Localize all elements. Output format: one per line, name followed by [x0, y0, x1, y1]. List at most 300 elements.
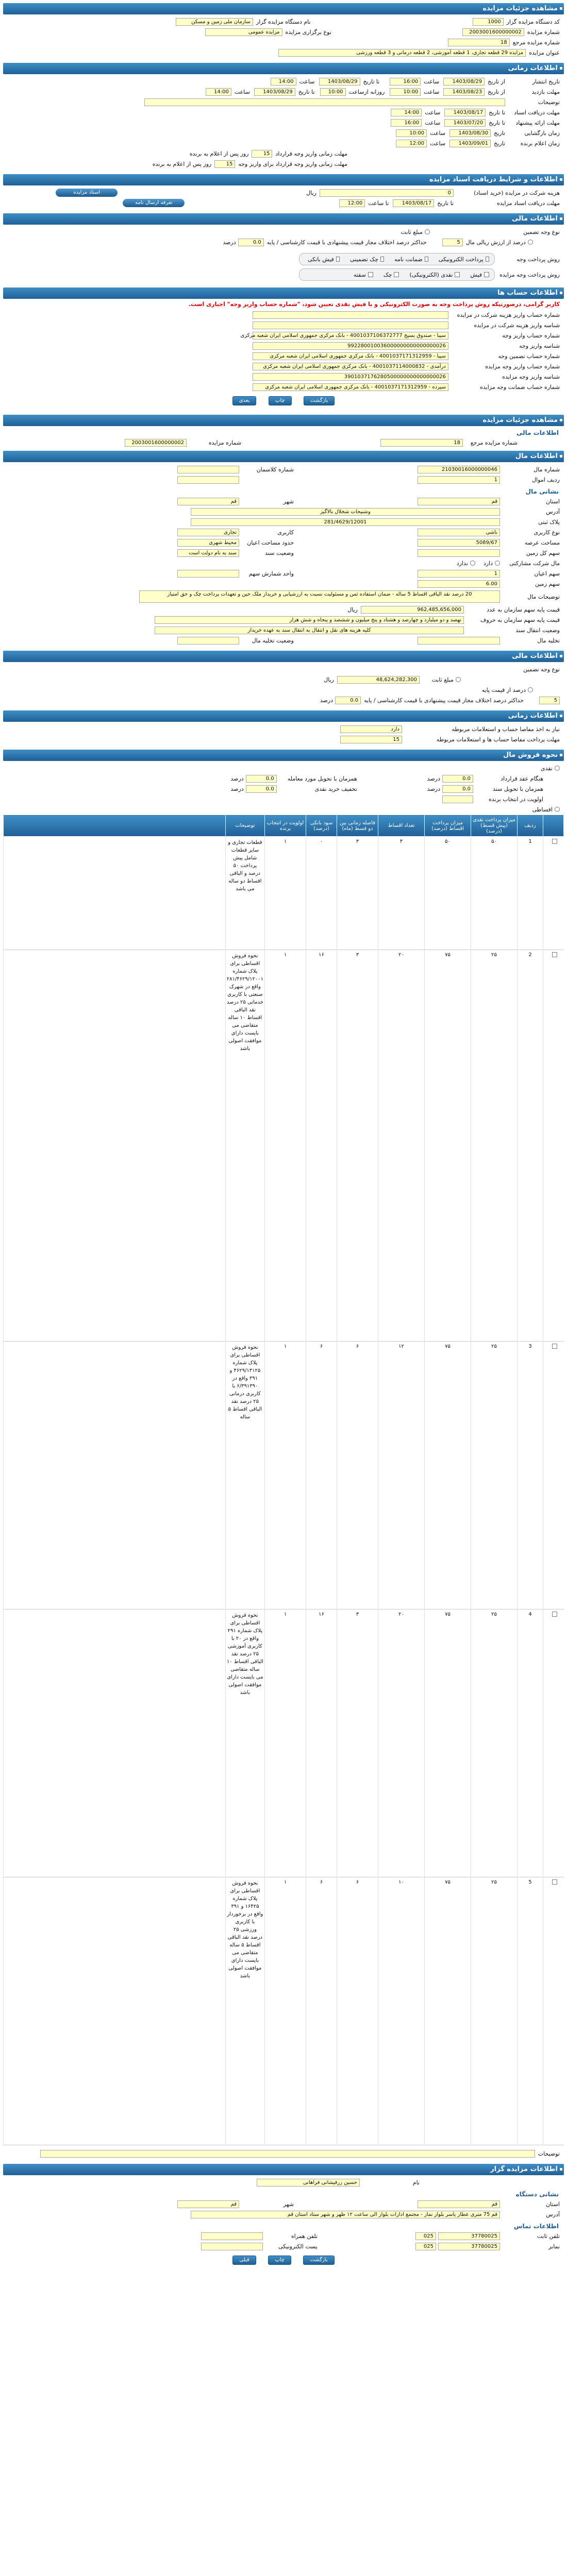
- org-name-field: سازمان ملی زمین و مسکن: [176, 18, 253, 26]
- own2-radio[interactable]: [470, 561, 475, 566]
- c1-label: هنگام عقد قرارداد: [501, 775, 543, 782]
- row-select-check[interactable]: [552, 1612, 557, 1617]
- table-row: [4, 1342, 564, 1609]
- col-cash: میزان پرداخت نقدی (پیش قسط) (درصد): [471, 815, 518, 837]
- email-field: [201, 2243, 263, 2250]
- mobile-field: [201, 2232, 263, 2240]
- cell-cash-pct: ۲۵: [471, 950, 518, 1342]
- tel-field: 37780025: [438, 2232, 500, 2240]
- method-slip-check[interactable]: [484, 272, 489, 277]
- col-spacer: [4, 815, 226, 837]
- price-field: 962,485,656,000: [361, 606, 464, 614]
- back-button[interactable]: بازگشت: [304, 396, 335, 405]
- visit-to-time: 14:00: [206, 88, 231, 96]
- cell-select[interactable]: [543, 1609, 564, 1877]
- to-date-label: تا تاریخ: [298, 88, 315, 95]
- cell-spacer: [4, 837, 226, 950]
- from-date-label: از تاریخ: [488, 78, 505, 85]
- cell-inst-count: ۴: [378, 837, 425, 950]
- count-label: سهم زمین: [535, 580, 560, 587]
- cell-inst-pct: ۷۵: [425, 950, 471, 1342]
- fixed-label-2: مبلغ ثابت: [431, 676, 454, 683]
- diff-field: 0.0: [335, 697, 361, 704]
- pay-guarantee-label: ضمانت نامه: [394, 256, 423, 263]
- col-select: [543, 815, 564, 837]
- visit-label: مهلت بازدید: [531, 88, 560, 95]
- cell-cash-pct: ۵۰: [471, 837, 518, 950]
- auction-pay-label: روش پرداخت وجه مزایده: [499, 271, 560, 278]
- addr-label: آدرس: [546, 508, 560, 515]
- a2-field: [253, 321, 448, 329]
- table-row: [4, 1609, 564, 1877]
- share-field: [418, 549, 500, 557]
- fax-label: نمابر: [548, 2243, 560, 2250]
- auction-title-field: مزایده 29 قطعه تجاری، 1 قطعه آموزشی، 2 قطعه درمانی و 3 قطعه ورزشی: [278, 49, 526, 57]
- cash-label: نقدی: [540, 765, 553, 772]
- a8-field: سپرده - 4001037171312959 - بانک مرکزی جمهوری اسلامی ایران شعبه مرکزی: [253, 383, 448, 391]
- diff-label: حداکثر درصد اختلاف مجاز قیمت پیشنهادی با قیمت کارشناسی / پایه: [364, 697, 524, 704]
- cell-interest: ۶: [306, 1342, 337, 1609]
- cell-inst-pct: ۷۵: [425, 1342, 471, 1609]
- accounts-note: کاربر گرامی، درصورتیکه روش پرداخت وجه به صورت الکترونیکی و یا فیش نقدی تعیین شود، "شماره حساب واریز وجه" اجباری است.: [188, 301, 560, 308]
- time-label-2: ساعت: [299, 78, 315, 85]
- no-label-2: شماره مزایده: [208, 439, 241, 446]
- offer-deadline-label: مهلت ارائه پیشنهاد: [515, 119, 560, 126]
- time-label: ساعت: [424, 88, 440, 95]
- daily-label: روزانه ازساعت: [348, 88, 385, 95]
- cell-row-no: 1: [518, 837, 543, 950]
- amount-unit: ریال: [324, 676, 334, 683]
- publish-from-date: 1403/08/29: [443, 78, 485, 86]
- installments-table: [3, 815, 564, 2145]
- date-label: تاریخ: [494, 140, 505, 147]
- pay-guarantee-check[interactable]: [425, 257, 428, 262]
- ag-addr-label: آدرس: [546, 2211, 560, 2218]
- pay-electronic-label: پرداخت الکترونیکی: [438, 256, 483, 263]
- date-label: تاریخ: [494, 129, 505, 137]
- a8-label: شماره حساب ضمانت وجه مزایده: [480, 383, 560, 391]
- a5-field: سیبا - 4001037171312959 - بانک مرکزی جمهوری اسلامی ایران شعبه مرکزی: [253, 352, 448, 360]
- section-header-accounts: اطلاعات حساب ها: [3, 287, 564, 299]
- cell-desc: نحوه فروش اقساطی برای پلاک شماره ۲۸۱/۴۶۲۹/۱۲۰۰۱ واقع در شهرک صنعتی با کاربری خدماتی ۲۵ درصد نقد الباقی اقساط ۱۰ ساله متقاضی می بایست دارای موافقت اصولی باشد: [225, 950, 264, 1342]
- cell-row-no: 4: [518, 1609, 543, 1877]
- pct-label-2: درصد از قیمت پایه: [481, 686, 526, 693]
- own-radio[interactable]: [495, 561, 500, 566]
- cell-inst-pct: ۵۰: [425, 837, 471, 950]
- tel-code-field: 025: [415, 2232, 436, 2240]
- cls-field: [177, 466, 239, 473]
- publish-to-time: 14:00: [271, 78, 296, 86]
- org-name-label: نام دستگاه مزایده گزار: [256, 18, 311, 25]
- cond-field: کلیه هزینه های نقل و انتقال به انتقال سند به عهده خریدار: [155, 626, 464, 634]
- to-date-label: تا تاریخ: [363, 78, 380, 85]
- timing-desc-field: [144, 98, 505, 106]
- pct-radio-2[interactable]: [528, 687, 533, 692]
- c1-unit: درصد: [427, 775, 440, 782]
- winner-date: 1403/09/01: [449, 140, 491, 147]
- dl-to-label: تا تاریخ: [437, 199, 454, 207]
- fax-code-field: 025: [415, 2243, 436, 2250]
- section-header-auctioneer: اطلاعات مزایده گزار: [3, 2164, 564, 2175]
- c4-label: تخفیف خرید نقدی: [314, 785, 357, 792]
- cond-label: وضعیت انتقال سند: [515, 626, 560, 634]
- doc-deadline-date: 1403/08/17: [444, 109, 486, 116]
- visit-to-date: 1403/08/29: [254, 88, 295, 96]
- unit-label: واحد شمارش سهم: [248, 570, 294, 577]
- c5-label: اولویت در انتخاب برنده: [489, 795, 543, 803]
- auction-type-field: مزایده عمومی: [205, 28, 282, 36]
- inst-label: اقساطی: [532, 806, 553, 813]
- cell-interest: ۶: [306, 1877, 337, 2145]
- c3-unit: درصد: [427, 785, 440, 792]
- fixed-label: مبلغ ثابت: [401, 228, 423, 235]
- ag-name-label: نام: [412, 2179, 420, 2186]
- cell-select[interactable]: [543, 837, 564, 950]
- own-label: دارد: [483, 560, 493, 567]
- c1-field: 0.0: [442, 775, 473, 783]
- units-field: 1: [418, 570, 500, 578]
- share-label: سهم کل زمین: [526, 549, 560, 556]
- share2-field: سند به نام دولت است: [177, 549, 239, 557]
- min-unit: درصد: [223, 239, 236, 246]
- cell-cash-pct: ۲۵: [471, 1342, 518, 1609]
- c5-field: [442, 795, 473, 803]
- publish-from-time: 16:00: [390, 78, 421, 86]
- prov-field: قم: [418, 498, 500, 505]
- time-label: ساعت: [430, 129, 446, 137]
- print-button[interactable]: چاپ: [269, 396, 292, 405]
- col-interest: سود بانکی (درصد): [306, 815, 337, 837]
- price-txt-field: نهصد و دو میلیارد و چهارصد و هشتاد و پنج میلیون و ششصد و پنجاه و شش هزار: [155, 616, 464, 624]
- ded-label-2: نوع وجه تضمین: [523, 666, 560, 673]
- publish-to-date: 1403/08/29: [319, 78, 360, 86]
- cash-radio[interactable]: [555, 766, 560, 771]
- fixed-radio[interactable]: [425, 229, 430, 234]
- cell-inst-count: ۱۲: [378, 1342, 425, 1609]
- c3-label: همزمان با تحویل سند: [492, 785, 543, 792]
- price-txt-label: قیمت پایه سهم سازمان به حروف: [480, 616, 560, 623]
- dl-time: 12:00: [339, 199, 365, 207]
- time-label: ساعت: [425, 119, 441, 126]
- prev-button[interactable]: قبلی: [232, 2256, 256, 2265]
- auction-title-label: عنوان مزایده: [529, 49, 560, 56]
- section-header-property: اطلاعات مال: [3, 451, 564, 462]
- desc-label: توضیحات مال: [527, 593, 560, 600]
- row-label: ردیف اموال: [532, 476, 560, 483]
- col-count: تعداد اقساط: [378, 815, 425, 837]
- pay-cheque-check[interactable]: [380, 257, 384, 262]
- time-label: ساعت: [424, 78, 440, 85]
- pay-label: روش پرداخت وجه: [516, 256, 560, 263]
- cls-label: شماره کلاسمان: [256, 466, 294, 473]
- cell-priority: ۱: [265, 1609, 306, 1877]
- org-code-field: 1000: [473, 18, 504, 26]
- a6-field: درآمدی - 4001037114000832 - بانک مرکزی جمهوری اسلامی ایران شعبه مرکزی: [253, 363, 448, 370]
- a6-label: شماره حساب واریز وجه مزایده: [485, 363, 560, 370]
- contract-pay2-label: مهلت زمانی واریز وجه قرارداد برای واریز وجه: [238, 160, 347, 167]
- ag-city-label: شهر: [283, 2200, 294, 2208]
- winner-time: 12:00: [396, 140, 427, 147]
- opening-label: زمان بازگشایی: [524, 129, 560, 137]
- table-header-row: [4, 815, 564, 837]
- method-cheque-check[interactable]: [394, 272, 399, 277]
- page: [3, 3, 564, 2576]
- c2-label: همزمان با تحویل مورد معامله: [287, 775, 357, 782]
- days-after-label: روز پس از اعلام به برنده: [189, 150, 249, 157]
- a7-label: شناسه واریز وجه مزایده: [502, 373, 560, 380]
- auction-no-label: شماره مزایده: [527, 28, 560, 36]
- section-header-auction-details-2: مشاهده جزئیات مزایده: [3, 415, 564, 426]
- plate-field: 281/4629/12001: [191, 518, 500, 526]
- print-button-2[interactable]: چاپ: [268, 2256, 291, 2265]
- days-after-label: روز پس از اعلام به برنده: [152, 160, 212, 167]
- doc-deadline-label: مهلت دریافت اسناد: [514, 109, 560, 116]
- cell-interest: ۱۶: [306, 1609, 337, 1877]
- cell-priority: ۱: [265, 1877, 306, 2145]
- desc-label: توضیحات: [538, 98, 560, 106]
- code-label: شماره مال: [533, 466, 560, 473]
- ref-no-label: شماره مزایده مرجع: [512, 39, 560, 46]
- inst-radio[interactable]: [555, 807, 560, 812]
- ag-city-field: قم: [177, 2200, 239, 2208]
- opts-label: مال شرکت مشارکتی: [509, 560, 560, 567]
- pay-bank-check[interactable]: [336, 257, 340, 262]
- dead2-label: وضعیت تخلیه مال: [252, 637, 294, 644]
- dead-label: تخلیه مال: [537, 637, 560, 644]
- a3-field: سیبا - صندوق بسیج 4001037106372777 - بانک مرکزی جمهوری اسلامی ایران شعبه مرکزی: [253, 332, 448, 340]
- ag-prov-field: قم: [418, 2200, 500, 2208]
- section-header-docs: اطلاعات و شرایط دریافت اسناد مزایده: [3, 174, 564, 185]
- cell-priority: ۱: [265, 1342, 306, 1609]
- fax-field: 37780025: [438, 2243, 500, 2250]
- share2-label: وضعیت سند: [265, 549, 294, 556]
- row-select-check[interactable]: [552, 1344, 557, 1349]
- cell-spacer: [4, 1877, 226, 2145]
- to-date-label: تا تاریخ: [489, 119, 505, 126]
- price-label: قیمت پایه سهم سازمان به عدد: [487, 606, 560, 613]
- to-date-label: تا تاریخ: [489, 109, 505, 116]
- cell-inst-pct: ۷۵: [425, 1877, 471, 2145]
- from-date-label: از تاریخ: [488, 88, 505, 95]
- cell-inst-pct: ۷۵: [425, 1609, 471, 1877]
- ref-no-field: 18: [448, 39, 510, 46]
- method-note-label: سفته: [353, 271, 366, 278]
- cell-interest: ۱۶: [306, 950, 337, 1342]
- fee-unit: ریال: [306, 189, 316, 196]
- cell-inst-count: ۲۰: [378, 950, 425, 1342]
- col-gap: فاصله زمانی بین دو قسط (ماه): [337, 815, 378, 837]
- percent-field: 5: [442, 239, 463, 246]
- contract-pay-days: 15: [252, 150, 272, 158]
- section-header-financial: اطلاعات مالی: [3, 213, 564, 225]
- dl-label: مهلت دریافت اسناد مزایده: [496, 199, 560, 207]
- time-label: ساعت: [234, 88, 250, 95]
- fee-label: هزینه شرکت در مزایده (خرید اسناد): [474, 189, 560, 196]
- c4-unit: درصد: [230, 785, 244, 792]
- doc-deadline-time: 14:00: [391, 109, 422, 116]
- dl-date: 1403/08/17: [393, 199, 434, 207]
- cell-desc: نحوه فروش اقساطی برای پلاک شماره ۲۹۱ واقع در ۲۰ با کاربری آموزشی ۲۵ درصد نقد الباقی اقساط ۱۰ ساله متقاضی می بایست دارای موافقت اصولی باشد: [225, 1609, 264, 1877]
- col-desc: توضیحات: [225, 815, 264, 837]
- cell-priority: ۱: [265, 950, 306, 1342]
- publish-label: تاریخ انتشار: [532, 78, 560, 85]
- count-field: 6.00: [418, 580, 500, 588]
- back-button-2[interactable]: بازگشت: [303, 2256, 334, 2265]
- a3-label: شماره حساب واریز وجه: [502, 332, 560, 339]
- cell-spacer: [4, 1609, 226, 1877]
- diff-unit: درصد: [320, 697, 333, 704]
- org-address-title: نشانی دستگاه: [515, 2191, 559, 2198]
- section-header-sale-method: نحوه فروش مال: [3, 750, 564, 761]
- cell-select[interactable]: [543, 1342, 564, 1609]
- clearance2-field: 15: [340, 736, 402, 743]
- ref-label-2: شماره مزایده مرجع: [470, 439, 518, 446]
- section-header-auction-details: مشاهده جزئیات مزایده: [3, 3, 564, 14]
- cell-cash-pct: ۲۵: [471, 1609, 518, 1877]
- visit-from-time: 10:00: [390, 88, 421, 96]
- dead-field: [418, 637, 500, 645]
- desc-field: 20 درصد نقد الباقی اقساط 5 ساله - ضمان استفاده ثمن و مسئولیت نسبت به ارزشیابی و خریدار ملک حین و تعهدات پرداخت چک و حق امتیاز: [139, 590, 500, 603]
- a2-label: شناسه واریز هزینه شرکت در مزایده: [474, 321, 560, 329]
- table-row: [4, 1877, 564, 2145]
- contract-pay2-days: 15: [214, 160, 235, 168]
- pay-bank-label: فیش بانکی: [308, 256, 334, 263]
- col-priority: اولویت در انتخاب برنده: [265, 815, 306, 837]
- cell-select[interactable]: [543, 950, 564, 1342]
- col-row: ردیف: [518, 815, 543, 837]
- time-label: ساعت: [425, 109, 441, 116]
- cell-inst-gap: ۳: [337, 837, 378, 950]
- pay-cheque-label: چک تضمینی: [349, 256, 378, 263]
- cell-spacer: [4, 950, 226, 1342]
- ag-name-field: حسین زرفیشانی فراهانی: [257, 2179, 360, 2187]
- a1-field: [253, 311, 448, 319]
- org-code-label: کد دستگاه مزایده گزار: [506, 18, 560, 25]
- section-header-timing-2: اطلاعات زمانی: [3, 710, 564, 722]
- cell-inst-count: ۱۰: [378, 1877, 425, 2145]
- row-select-check[interactable]: [552, 952, 557, 957]
- area2-label: حدود مساحت اعیان: [247, 539, 294, 546]
- row-select-check[interactable]: [552, 1879, 557, 1885]
- ag-addr-field: قم 75 متری عطار یاسر بلوار نماز - مجتمع ادارات بلوار الی ساعت ۱۲ ظهر و شهر ستاد استان قم: [191, 2211, 500, 2218]
- c3-field: 0.0: [442, 785, 473, 793]
- method-slip-label: فیش: [470, 271, 482, 278]
- no-field-2: 2003001600000002: [125, 439, 187, 447]
- email-label: پست الکترونیکی: [278, 2243, 318, 2250]
- method-cheque-label: چک: [383, 271, 392, 278]
- cell-row-no: 5: [518, 1877, 543, 2145]
- opening-date: 1403/08/30: [449, 129, 491, 137]
- section-header-timing: اطلاعات زمانی: [3, 63, 564, 74]
- visit-from-date: 1403/08/23: [443, 88, 485, 96]
- time-label: ساعت: [430, 140, 446, 147]
- fixed-radio-2[interactable]: [456, 677, 461, 682]
- a1-label: شماره حساب واریز هزینه شرکت در مزایده: [457, 311, 560, 318]
- ag-prov-label: استان: [545, 2200, 560, 2208]
- c2-unit: درصد: [230, 775, 244, 782]
- contract-pay-label: مهلت زمانی واریز وجه قرارداد: [275, 150, 347, 157]
- prov-label: استان: [545, 498, 560, 505]
- cell-desc: نحوه فروش اقساطی برای پلاک شماره ۱۶۴۲۵ و ۳۹۱ واقع در برخوردار با کاربری ورزشی ۲۵ درصد نقد الباقی اقساط ۵ ساله متقاضی می بایست دارای موافقت اصولی باشد: [225, 1877, 264, 2145]
- cell-select[interactable]: [543, 1877, 564, 2145]
- cell-row-no: 2: [518, 950, 543, 1342]
- a4-label: شناسه واریز وجه: [519, 342, 560, 349]
- a5-label: شماره حساب تضمین وجه: [498, 352, 560, 360]
- a7-field: 3901037176280500000000000000026: [253, 373, 448, 381]
- address-title: نشانی مال: [525, 488, 559, 495]
- use-label: کاربری: [277, 529, 294, 536]
- cell-cash-pct: ۲۵: [471, 1877, 518, 2145]
- cell-desc: نحوه فروش اقساطی برای پلاک شماره ۴۶۲۹/۱۳۱۲۵ و ۳۹۱ واقع در ۶/۳۹۱۳۹۰ با کاربری درمانی ۲۵ درصد نقد الباقی اقساط ۵ ساله: [225, 1342, 264, 1609]
- percent-radio[interactable]: [528, 240, 533, 245]
- auction-type-label: نوع برگزاری مزایده: [285, 28, 331, 36]
- pay-electronic-check[interactable]: [486, 257, 489, 262]
- clearance2-label: مهلت پرداخت مفاصا حساب ها و استعلامات مربوطه: [436, 736, 560, 743]
- cell-interest: ۰: [306, 837, 337, 950]
- code-field: 21030016000000046: [418, 466, 500, 473]
- tel-label: تلفن ثابت: [537, 2232, 560, 2240]
- row-field: 1: [418, 476, 500, 484]
- guarantee-type-label: نوع وجه تضمین: [523, 228, 560, 235]
- cell-inst-gap: ۳: [337, 950, 378, 1342]
- c2-field: 0.0: [246, 775, 277, 783]
- units-label: سهم اعیان: [534, 570, 560, 577]
- amount-field: 48,624,282,300: [337, 676, 420, 684]
- cell-inst-gap: ۶: [337, 1877, 378, 2145]
- row-select-check[interactable]: [552, 839, 557, 844]
- table-row: [4, 837, 564, 950]
- area2-field: محیط شهری: [177, 539, 239, 547]
- min-field: 0.0: [238, 239, 264, 246]
- cell-inst-gap: ۶: [337, 1342, 378, 1609]
- tariff-button[interactable]: تعرفه ارسال نامه: [123, 199, 185, 207]
- visit-daily-time: 10:00: [320, 88, 346, 96]
- unit-field: [177, 570, 239, 578]
- cell-priority: ۱: [265, 837, 306, 950]
- view-docs-button[interactable]: اسناد مزایده: [56, 189, 118, 197]
- dead2-field: [177, 637, 239, 645]
- percent-label: درصد از ارزش ریالی مال: [465, 239, 526, 246]
- next-button[interactable]: بعدی: [232, 396, 257, 405]
- pct-field-2: 5: [539, 697, 560, 704]
- cell-inst-gap: ۳: [337, 1609, 378, 1877]
- dl-time-label: تا ساعت: [368, 199, 389, 207]
- method-note-check[interactable]: [368, 272, 373, 277]
- notes-label: توضیحات: [538, 2150, 560, 2157]
- cell-desc: قطعات تجاری و سایر قطعات شامل پیش پرداخت ۵۰ درصد و الباقی اقساط دو ساله می باشد: [225, 837, 264, 950]
- ref-field-2: 18: [380, 439, 463, 447]
- use-field: تجاری: [177, 529, 239, 536]
- method-cash-label: نقدی (الکترونیکی): [409, 271, 453, 278]
- city-label: شهر: [283, 498, 294, 505]
- section-header-financial-2: اطلاعات مالی: [3, 651, 564, 662]
- min-label: حداکثر درصد اختلاف مجاز قیمت پیشنهادی با قیمت کارشناسی / پایه: [266, 239, 427, 246]
- clearance-label: نیاز به اخذ مفاصا حساب و استعلامات مربوطه: [452, 725, 560, 733]
- c4-field: 0.0: [246, 785, 277, 793]
- addr-field: وشنیحات شخلال بالاگیز: [191, 508, 500, 516]
- plate-label: پلاک ثبتی: [538, 518, 560, 526]
- offer-deadline-time: 16:00: [391, 119, 422, 127]
- method-cash-check[interactable]: [455, 272, 460, 277]
- price-unit: ریال: [347, 606, 358, 613]
- cell-spacer: [4, 1342, 226, 1609]
- city-field: قم: [177, 498, 239, 505]
- type-field: ناشی: [418, 529, 500, 536]
- type-label: نوع کاربری: [533, 529, 560, 536]
- winner-label: زمان اعلام برنده: [520, 140, 560, 147]
- col-inst: میزان پرداخت اقساط (درصد): [425, 815, 471, 837]
- sub-financial: اطلاعات مالی: [516, 429, 559, 436]
